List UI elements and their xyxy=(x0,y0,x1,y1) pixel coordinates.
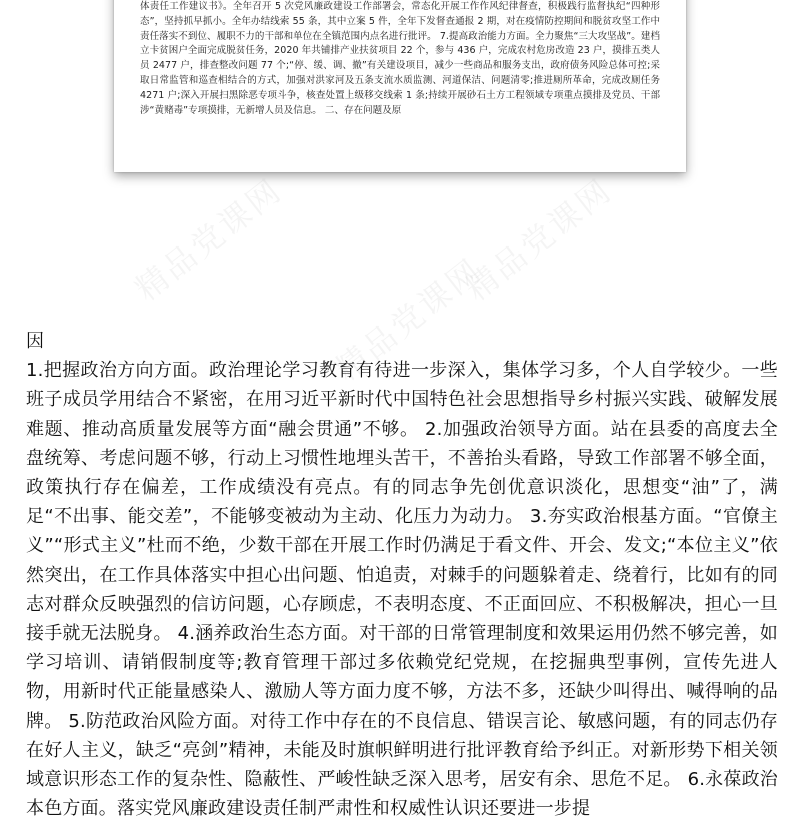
section-heading-fragment: 因 xyxy=(26,331,45,352)
watermark: 精品党课网 xyxy=(328,250,490,389)
watermark: 精品党课网 xyxy=(128,170,290,309)
body-paragraph: 1.把握政治方向方面。政治理论学习教育有待进一步深入，集体学习多，个人自学较少。一些班子成员学用结合不紧密，在用习近平新时代中国特色社会思想指导乡村振兴实践、破解发展难题、推动高质量发展等方面“融会贯通”不够。 2.加强政治领导方面。站在县委的高度去全盘统筹、考虑问题不够，行动上习惯性地埋头苦干，不善抬头看路，导致工作部署不够全面，政策执行存在偏差，工作成绩没有亮点。有的同志争先创优意识淡化，思想变“油”了，满足“不出事、能交差”，不能够变被动为主动、化压力为动力。 3.夯实政治根基方面。“官僚主义”“形式主义”杜而不绝，少数干部在开展工作时仍满足于看文件、开会、发文;“本位主义”依然突出，在工作具体落实中担心出问题、怕追责，对棘手的问题躲着走、绕着行，比如有的同志对群众反映强烈的信访问题，心存顾虑，不表明态度、不正面回应、不积极解决，担心一旦接手就无法脱身。 4.涵养政治生态方面。对干部的日常管理制度和效果运用仍然不够完善，如学习培训、请销假制度等;教育管理干部过多依赖党纪党规，在挖掘典型事例，宣传先进人物，用新时代正能量感染人、激励人等方面力度不够，方法不多，还缺少叫得出、喊得响的品牌。 5.防范政治风险方面。对待工作中存在的不良信息、错误言论、敏感问题，有的同志仍存在好人主义，缺乏“亮剑”精神，未能及时旗帜鲜明进行批评教育给予纠正。对新形势下相关领域意识形态工作的复杂性、隐蔽性、严峻性缺乏深入思考，居安有余、思危不足。 6.永葆政治本色方面。落实党风廉政建设责任制严肃性和权威性认识还要进一步提 xyxy=(26,360,778,820)
watermark: 精品党课网 xyxy=(458,170,620,309)
main-text-block xyxy=(26,327,778,823)
page-preview-card xyxy=(114,0,686,172)
preview-paragraph: 体责任工作建议书》。全年召开 5 次党风廉政建设工作部署会，常态化开展工作作风纪律督查，积极践行监督执纪“四种形态”，坚持抓早抓小。全年办结线索 55 条，其中立案 5 件，全年下发督查通报 2 期，对在疫情防控期间和脱贫攻坚工作中责任落实不到位、履职不力的干部和单位在全镇范围内点名进行批评。 7.提高政治能力方面。全力聚焦“三大攻坚战”。建档立卡贫困户全面完成脱贫任务，2020 年共铺排产业扶贫项目 22 个，参与 436 户，完成农村危房改造 23 户，摸排五类人员 2477 户，排查整改问题 77 个;“停、缓、调、撤”有关建设项目，减少一些商品和服务支出，政府债务风险总体可控;采取日常监管和巡查相结合的方式，加强对洪家河及五条支流水质监测、河道保洁、问题清零;推进厕所革命，完成改厕任务 4271 户;深入开展扫黑除恶专项斗争，核查处置上级移交线索 1 条;持续开展砂石土方工程领域专项重点摸排及党员、干部涉“黄赌毒”专项摸排，无新增人员及信息。 二、存在问题及原 xyxy=(140,1,660,116)
